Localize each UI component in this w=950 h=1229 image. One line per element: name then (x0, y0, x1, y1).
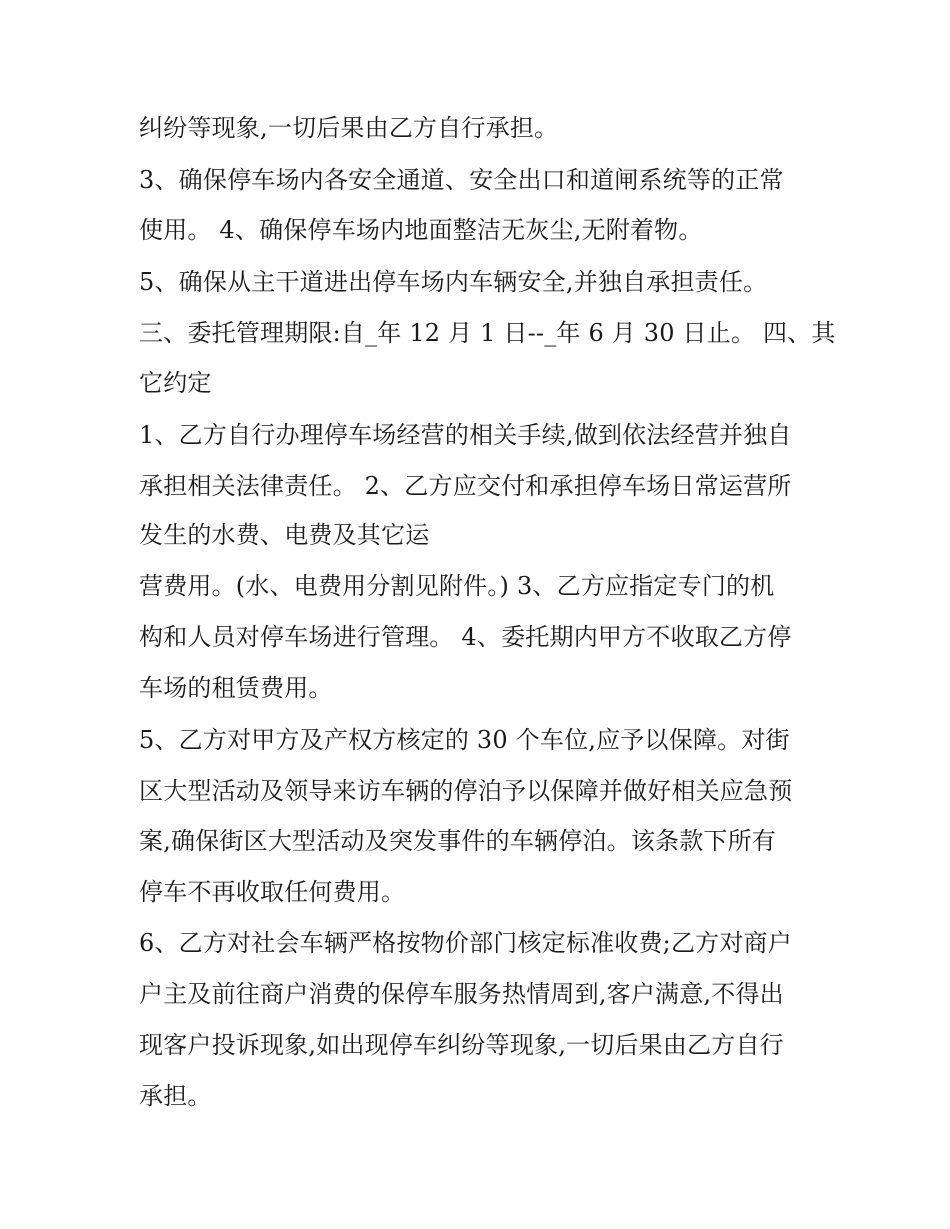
text-line: 使用。 4、确保停车场内地面整洁无灰尘,无附着物。 (139, 216, 703, 244)
text-line: 区大型活动及领导来访车辆的停泊予以保障并做好相关应急预 (139, 777, 793, 805)
text-line: 营费用。(水、电费用分割见附件。) 3、乙方应指定专门的机 (139, 572, 775, 600)
text-line: 案,确保街区大型活动及突发事件的车辆停泊。该条款下所有 (139, 827, 777, 855)
text-line: 发生的水费、电费及其它运 (139, 521, 430, 549)
text-line: 6、乙方对社会车辆严格按物价部门核定标准收费;乙方对商户 (139, 929, 792, 957)
text-line: 承担相关法律责任。 2、乙方应交付和承担停车场日常运营所 (139, 472, 792, 500)
text-line: 3、确保停车场内各安全通道、安全出口和道闸系统等的正常 (139, 166, 784, 194)
text-line: 三、委托管理期限:自_年 12 月 1 日--_年 6 月 30 日止。 四、其 (139, 319, 836, 347)
text-line: 停车不再收取任何费用。 (139, 878, 406, 906)
text-line: 1、乙方自行办理停车场经营的相关手续,做到依法经营并独自 (139, 421, 792, 449)
text-line: 构和人员对停车场进行管理。 4、委托期内甲方不收取乙方停 (139, 623, 792, 651)
text-line: 户主及前往商户消费的保停车服务热情周到,客户满意,不得出 (139, 980, 784, 1008)
text-line: 现客户投诉现象,如出现停车纠纷等现象,一切后果由乙方自行 (139, 1031, 784, 1059)
text-line: 它约定 (139, 369, 212, 397)
text-line: 纠纷等现象,一切后果由乙方自行承担。 (139, 114, 559, 142)
text-line: 5、确保从主干道进出停车场内车辆安全,并独自承担责任。 (139, 268, 768, 296)
text-line: 承担。 (139, 1082, 212, 1110)
text-line: 5、乙方对甲方及产权方核定的 30 个车位,应予以保障。对街 (139, 726, 790, 754)
text-line: 车场的租赁费用。 (139, 674, 333, 702)
